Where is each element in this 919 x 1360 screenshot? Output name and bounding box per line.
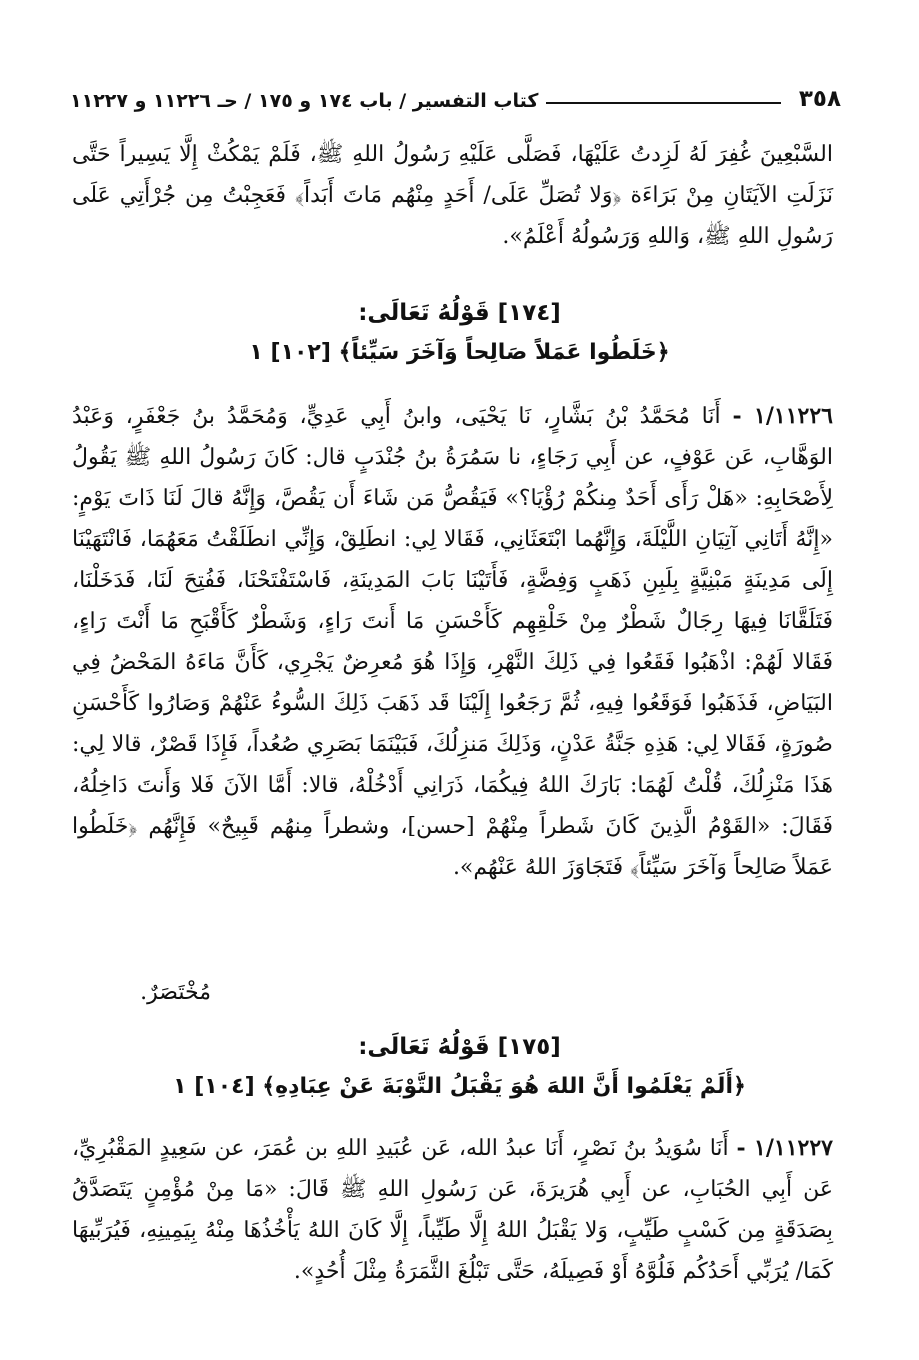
hadith-number: ١/١١٢٢٦ - (732, 403, 833, 429)
hadith-11226 (72, 396, 833, 888)
page-number: ٣٥٨ (798, 86, 841, 112)
hadith-number: ١/١١٢٢٧ - (736, 1135, 833, 1161)
intro-text: السَّبْعِينَ غُفِرَ لَهُ لَزِدتُ عَلَيْهَا، فَصَلَّى عَلَيْهِ رَسُولُ اللهِ ﷺ، فَلَمْ يَمْكُثْ إِلَّا يَسِيراً حَتَّى نَزَلَتِ الآيَتَانِ مِنْ بَرَاءَة ﴿وَلا تُصَلِّ عَلَى/ أَحَدٍ مِنْهُم مَاتَ أَبَداً﴾ فَعَجِبْتُ مِن جُرْأَتِي عَلَى رَسُولِ اللهِ ﷺ، وَاللهِ وَرَسُولُهُ أَعْلَمُ». (72, 142, 833, 249)
header-rule (546, 102, 780, 104)
hadith-11227 (72, 1128, 833, 1292)
section-175-heading: [١٧٥] قَوْلُهُ تَعَالَى: (358, 1034, 561, 1060)
abridged-note: مُخْتَصَرٌ. (140, 980, 211, 1005)
hadith-text: أَنَا سُوَيدُ بنُ نَصْرٍ، أَنَا عبدُ الله، عَن عُبَيدِ اللهِ بن عُمَرَ، عن سَعِيدٍ المَقْبُرِيِّ، عَن أَبِي الحُبَابِ، عن أَبِي هُرَيرَةَ، عَن رَسُولِ اللهِ ﷺ قَالَ: «مَا مِنْ مُؤْمِنٍ يَتَصَدَّقُ بِصَدَقَةٍ مِن كَسْبٍ طَيِّبٍ، وَلا يَقْبَلُ اللهُ إِلَّا طَيِّباً، إِلَّا كَانَ اللهُ يَأْخُذُهَا مِنْهُ بِيَمِينِهِ، فَيُرَبِّيهَا كَمَا/ يُرَبِّي أَحَدُكُم فَلُوَّهُ أَوْ فَصِيلَهُ، حَتَّى تَبْلُغَ الثَّمَرَةُ مِثْلَ أُحُدٍ». (72, 1136, 833, 1284)
intro-paragraph (72, 134, 833, 257)
section-174-verse: ﴿خَلَطُوا عَمَلاً صَالِحاً وَآخَرَ سَيِّئاً﴾ [١٠٢] ١ (249, 340, 670, 365)
section-174-heading: [١٧٤] قَوْلُهُ تَعَالَى: (358, 300, 561, 326)
running-title: كتاب التفسير / باب ١٧٤ و ١٧٥ / حـ ١١٢٢٦ و ١١٢٢٧ (70, 90, 539, 112)
section-175-verse: ﴿أَلَمْ يَعْلَمُوا أَنَّ اللهَ هُوَ يَقْبَلُ التَّوْبَةَ عَنْ عِبَادِهِ﴾ [١٠٤] ١ (173, 1074, 746, 1099)
hadith-text: أَنَا مُحَمَّدُ بْنُ بَشَّارٍ، نَا يَحْيَى، وابنُ أَبِي عَدِيٍّ، وَمُحَمَّدُ بنُ جَعْفَرٍ، وَعَبْدُ الوَهَّابِ، عَن عَوْفٍ، عن أَبِي رَجَاءٍ، نا سَمُرَةُ بنُ جُنْدَبٍ قال: كَانَ رَسُولُ اللهِ ﷺ يَقُولُ لِأَصْحَابِهِ: «هَلْ رَأَى أَحَدٌ مِنكُمْ رُؤْيَا؟» فَيَقُصُّ مَن شَاءَ أَن يَقُصَّ، وَإِنَّهُ قالَ لَنَا ذَاتَ يَوْمٍ: «إِنَّهُ أَتَانِي آتِيَانِ اللَّيْلَةَ، وَإِنَّهُما ابْتَعَثَانِي، فَقَالا لِي: انطَلِقْ، وَإِنِّي انطَلَقْتُ مَعَهُمَا، فَانْتَهَيْنَا إِلَى مَدِينَةٍ مَبْنِيَّةٍ بِلَبِنِ ذَهَبٍ وَفِضَّةٍ، فَأَتَيْنَا بَابَ المَدِينَةِ، فَاسْتَفْتَحْنَا، فَفُتِحَ لَنَا، فَدَخَلْنَا، فَتَلَقَّانَا فِيهَا رِجَالٌ شَطْرٌ مِنْ خَلْقِهِم كَأَحْسَنِ مَا أَنتَ رَاءٍ، وَشَطْرٌ كَأَقْبَحِ مَا أَنْتَ رَاءٍ، فَقَالا لَهُمْ: اذْهَبُوا فَقَعُوا فِي ذَلِكَ النَّهْرِ، وَإِذَا هُوَ مُعرِضٌ يَجْرِي، كَأَنَّ مَاءَهُ المَحْضُ فِي البَيَاضِ، فَذَهَبُوا فَوَقَعُوا فِيهِ، ثُمَّ رَجَعُوا إِلَيْنَا قَد ذَهَبَ ذَلِكَ السُّوءُ عَنْهُمْ وَصَارُوا كَأَحْسَنِ صُورَةٍ، فَقَالا لِي: هَذِهِ جَنَّةُ عَدْنٍ، وَذَلِكَ مَنزِلُكَ، فَبَيْنَمَا بَصَرِي صُعُداً، فَإِذَا قَصْرٌ، قالا لِي: هَذَا مَنْزِلُكَ، قُلْتُ لَهُمَا: بَارَكَ اللهُ فِيكُمَا، ذَرَانِي أَدْخُلْهُ، قالا: أَمَّا الآنَ فَلا وَأَنتَ دَاخِلُهُ، فَقَالَ: «القَوْمُ الَّذِينَ كَانَ شَطراً مِنْهُمْ [حسن]، وشطراً مِنهُم قَبِيحٌ» فَإِنَّهُم ﴿خَلَطُوا عَمَلاً صَالِحاً وَآخَرَ سَيِّئاً﴾ فَتَجَاوَزَ اللهُ عَنْهُم». (72, 404, 833, 880)
running-header (70, 68, 841, 112)
